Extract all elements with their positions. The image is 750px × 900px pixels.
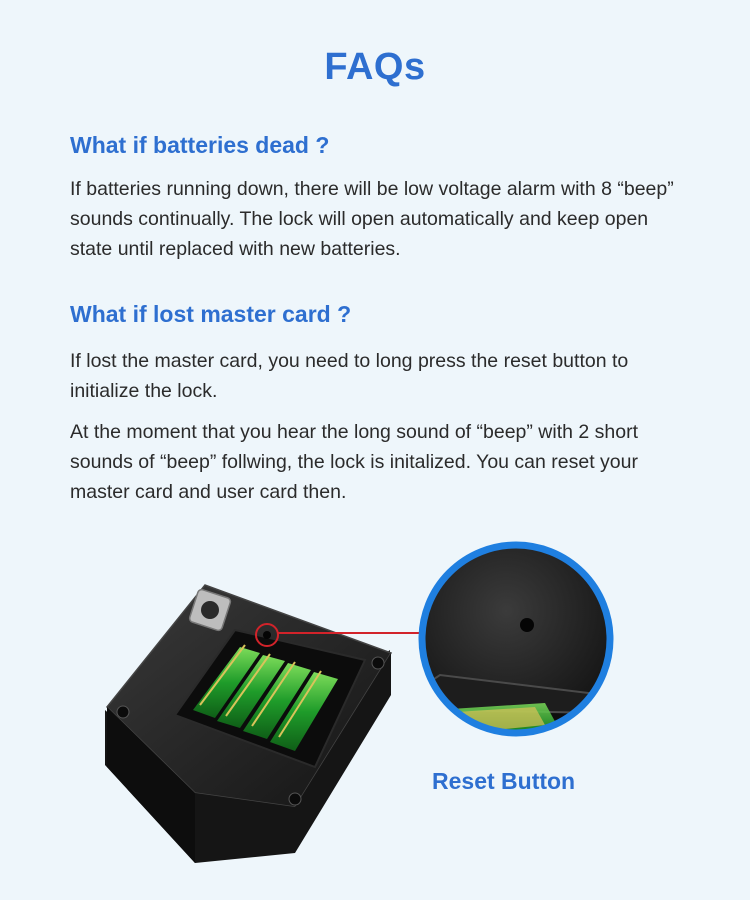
page-title: FAQs [324,46,426,88]
zoom-callout [415,545,615,775]
faq-answer-master-card-2: At the moment that you hear the long sound of “beep” with 2 short sounds of “beep” follwing, the lock is initalized. You can reset your master card and user card then. [70,421,639,503]
reset-hole [263,631,271,639]
faq-question-batteries: What if batteries dead ? [70,132,330,158]
faq-question-master-card: What if lost master card ? [70,301,352,327]
reset-button-caption: Reset Button [432,768,576,794]
lock-reset-figure [95,535,635,875]
screw-icon [117,706,129,718]
faq-answer-master-card-1: If lost the master card, you need to long press the reset button to initialize the lock. [70,350,629,402]
faq-answer-batteries: If batteries running down, there will be low voltage alarm with 8 “beep” sounds continually. The lock will open automatically and keep open state until replaced with new batteries. [70,178,674,260]
